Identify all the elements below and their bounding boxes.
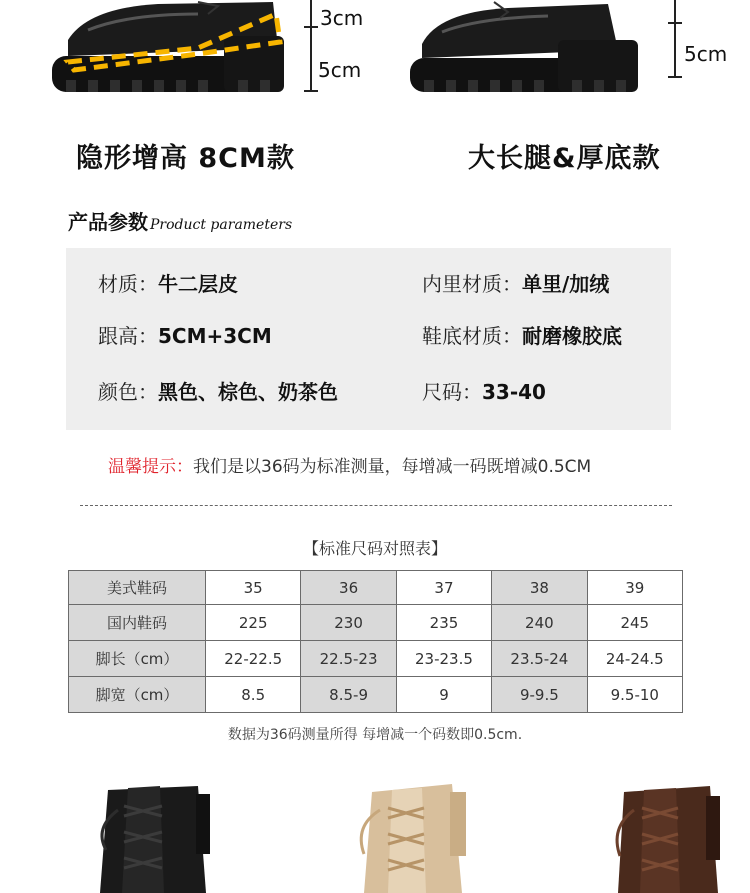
table-cell: 245 [587, 605, 682, 641]
table-row [69, 571, 683, 605]
table-cell: 36 [301, 571, 396, 605]
params-section-title [68, 206, 292, 235]
table-cell: 235 [396, 605, 491, 641]
params-title-en: Product parameters [150, 217, 293, 233]
param-material-value: 牛二层皮 [158, 272, 238, 296]
size-chart-table [68, 570, 683, 713]
table-cell: 38 [492, 571, 587, 605]
table-cell: 8.5-9 [301, 677, 396, 713]
table-cell: 23-23.5 [396, 641, 491, 677]
measure-label-5cm-right: 5cm [684, 42, 728, 66]
param-size-label: 尺码： [422, 380, 482, 404]
table-cell: 230 [301, 605, 396, 641]
table-cell: 225 [206, 605, 301, 641]
param-color [98, 376, 338, 405]
param-heel [98, 320, 272, 349]
table-cell: 脚长（cm） [69, 641, 206, 677]
param-material-label: 材质： [98, 272, 158, 296]
table-cell: 美式鞋码 [69, 571, 206, 605]
param-lining-value: 单里/加绒 [522, 272, 610, 296]
table-cell: 脚宽（cm） [69, 677, 206, 713]
table-cell: 22.5-23 [301, 641, 396, 677]
param-material [98, 268, 238, 297]
beige-boot-image [350, 780, 480, 893]
table-cell: 35 [206, 571, 301, 605]
variant-title-hidden-heel: 隐形增高 8CM款 [76, 143, 295, 174]
param-sole-value: 耐磨橡胶底 [522, 324, 622, 348]
size-table-title: 【标准尺码对照表】 [302, 539, 447, 558]
black-boot-image [88, 780, 218, 893]
table-cell: 9.5-10 [587, 677, 682, 713]
measure-tick [304, 26, 318, 28]
measure-line-left [310, 0, 312, 92]
black-boot-thick-sole-image [408, 0, 648, 100]
params-title-cn: 产品参数 [68, 210, 148, 234]
measure-label-3cm: 3cm [320, 6, 364, 30]
table-cell: 9-9.5 [492, 677, 587, 713]
param-color-label: 颜色： [98, 380, 158, 404]
param-heel-label: 跟高： [98, 324, 158, 348]
black-boot-platform-image [48, 0, 308, 100]
tip-text: 我们是以36码为标准测量，每增减一码既增减0.5CM [193, 457, 592, 477]
table-row [69, 641, 683, 677]
tip-warning-label: 温馨提示： [108, 457, 193, 477]
measure-label-5cm: 5cm [318, 58, 362, 82]
table-cell: 39 [587, 571, 682, 605]
table-cell: 37 [396, 571, 491, 605]
table-cell: 23.5-24 [492, 641, 587, 677]
param-size-value: 33-40 [482, 380, 546, 404]
measure-tick [668, 22, 682, 24]
table-cell: 9 [396, 677, 491, 713]
table-row [69, 605, 683, 641]
table-cell: 240 [492, 605, 587, 641]
table-cell: 22-22.5 [206, 641, 301, 677]
measure-line-right [674, 0, 676, 78]
sizing-tip [108, 452, 591, 477]
param-size [422, 376, 546, 405]
variant-title-thick-sole: 大长腿&厚底款 [468, 143, 661, 174]
param-lining [422, 268, 609, 297]
table-cell: 8.5 [206, 677, 301, 713]
param-color-value: 黑色、棕色、奶茶色 [158, 380, 338, 404]
param-lining-label: 内里材质： [422, 272, 522, 296]
size-table-note: 数据为36码测量所得 每增减一个码数即0.5cm. [227, 727, 523, 743]
measure-tick [304, 90, 318, 92]
param-sole-label: 鞋底材质： [422, 324, 522, 348]
brown-boot-image [608, 780, 738, 893]
measure-tick [668, 76, 682, 78]
params-panel [66, 248, 671, 430]
dashed-divider [80, 505, 672, 506]
param-heel-value: 5CM+3CM [158, 324, 272, 348]
table-cell: 国内鞋码 [69, 605, 206, 641]
table-row [69, 677, 683, 713]
param-sole [422, 320, 622, 349]
table-cell: 24-24.5 [587, 641, 682, 677]
